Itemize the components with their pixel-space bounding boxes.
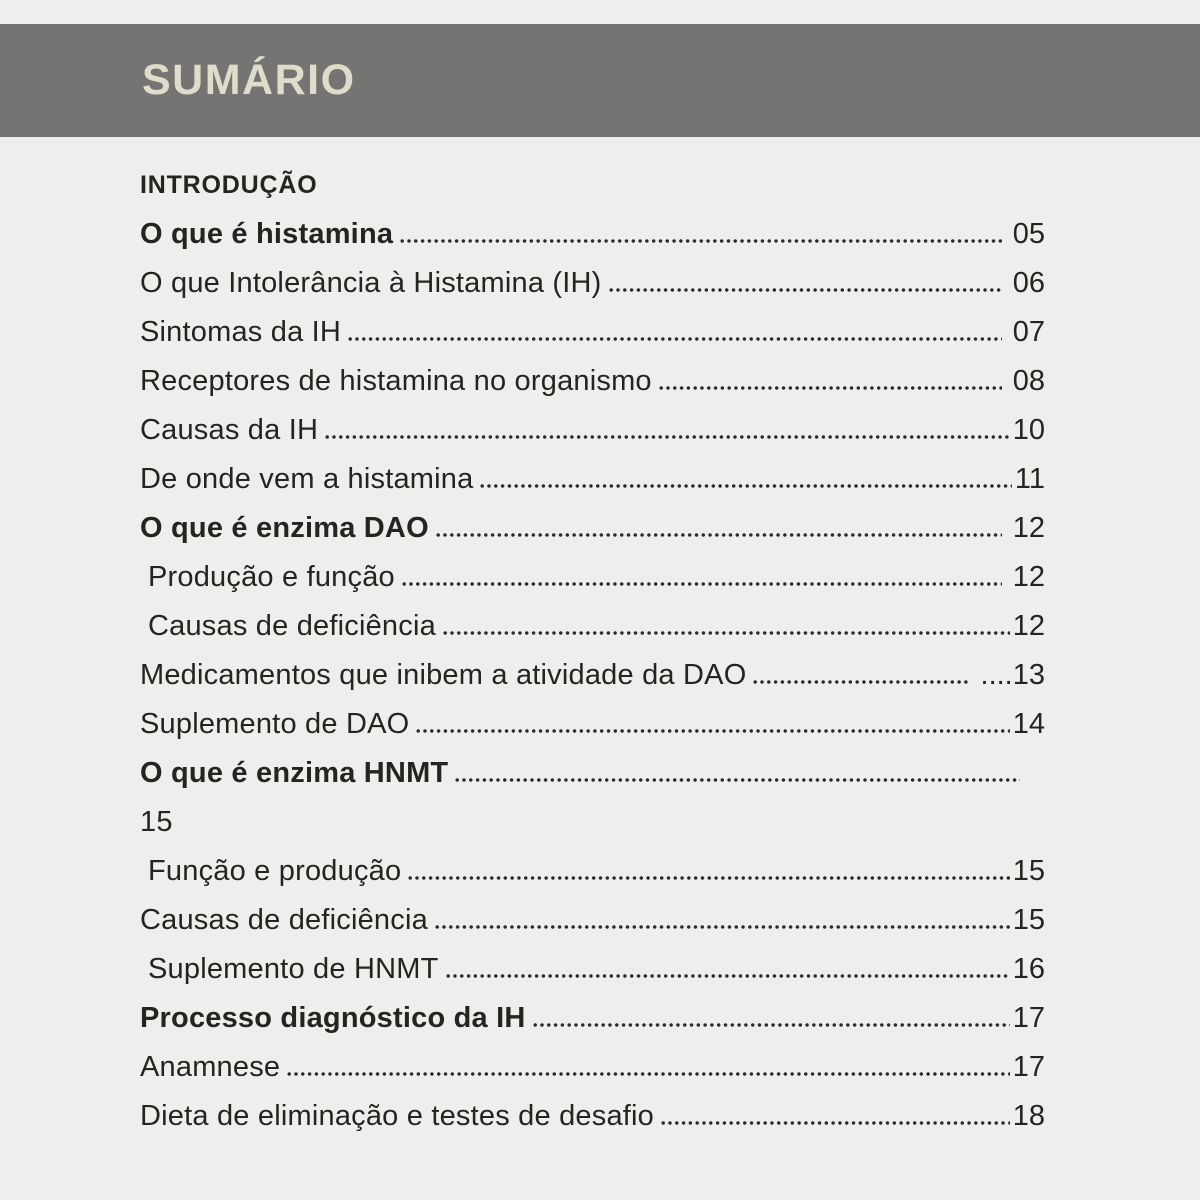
- toc-entry-label: Receptores de histamina no organismo: [140, 365, 652, 397]
- toc-page-number: 18: [1012, 1100, 1045, 1132]
- toc-row: [140, 1003, 1045, 1033]
- leader-dots: [609, 288, 1002, 292]
- leader-dots: [348, 337, 1002, 341]
- toc-entry-label: Sintomas da IH: [140, 316, 342, 348]
- leader-dots: [325, 435, 1010, 439]
- toc-row: [140, 317, 1045, 347]
- toc-entry-label: Produção e função: [148, 561, 395, 593]
- toc-entry-label: Suplemento de DAO: [140, 708, 410, 740]
- toc-row: [140, 611, 1045, 641]
- toc-entry-label: Função e produção: [148, 855, 402, 887]
- toc-row: [140, 268, 1045, 298]
- toc-entry-label: Processo diagnóstico da IH: [140, 1002, 526, 1034]
- toc-entry-label: O que é enzima HNMT: [140, 757, 449, 789]
- toc-page-number: 06: [1004, 267, 1045, 299]
- toc-row-introducao: [140, 170, 1045, 200]
- toc-page-number: 12: [1004, 561, 1045, 593]
- leader-dots: [400, 239, 1001, 243]
- toc-page-number: 08: [1004, 365, 1045, 397]
- toc-row: [140, 905, 1045, 935]
- toc-entry-label: Anamnese: [140, 1051, 281, 1083]
- leader-dots: [408, 876, 1009, 880]
- toc-row: [140, 660, 1045, 690]
- toc-entry-label: O que é enzima DAO: [140, 512, 429, 544]
- toc-page-number: 16: [1012, 953, 1045, 985]
- leader-dots: [287, 1072, 1009, 1076]
- leader-dots: [455, 778, 1020, 782]
- toc-page-number: ....13: [972, 659, 1045, 691]
- toc-entry-label: 15: [140, 806, 173, 838]
- toc-entry-label: O que Intolerância à Histamina (IH): [140, 267, 602, 299]
- toc-page-number: 14: [1012, 708, 1045, 740]
- toc-entry-label: Causas de deficiência: [148, 610, 436, 642]
- toc-row: [140, 415, 1045, 445]
- toc-row: [140, 513, 1045, 543]
- leader-dots: [661, 1121, 1010, 1125]
- toc-row: [140, 366, 1045, 396]
- toc-row: [140, 562, 1045, 592]
- leader-dots: [753, 680, 969, 684]
- toc-entry-label: Medicamentos que inibem a atividade da DAO: [140, 659, 747, 691]
- toc-row: [140, 856, 1045, 886]
- toc-entry-label: Suplemento de HNMT: [148, 953, 439, 985]
- toc-entry-label: Causas de deficiência: [140, 904, 428, 936]
- toc-row-wrapped-page-number: [140, 807, 1045, 837]
- header-bar: [0, 24, 1200, 137]
- leader-dots: [659, 386, 1002, 390]
- toc-page-number: 17: [1012, 1002, 1045, 1034]
- toc-entry-label: INTRODUÇÃO: [140, 171, 318, 199]
- toc-row: [140, 219, 1045, 249]
- toc-entry-label: O que é histamina: [140, 218, 394, 250]
- leader-dots: [446, 974, 1010, 978]
- toc-page-number: 17: [1012, 1051, 1045, 1083]
- toc-page-number: 07: [1004, 316, 1045, 348]
- toc-entry-label: Causas da IH: [140, 414, 319, 446]
- toc-row: [140, 758, 1045, 788]
- toc-page-number: 12: [1004, 512, 1045, 544]
- leader-dots: [402, 582, 1002, 586]
- leader-dots: [436, 533, 1002, 537]
- leader-dots: [416, 729, 1009, 733]
- toc-row: [140, 709, 1045, 739]
- toc-page-number: 15: [1012, 855, 1045, 887]
- leader-dots: [435, 925, 1010, 929]
- page-title: SUMÁRIO: [142, 56, 356, 104]
- toc-list: [140, 170, 1045, 1150]
- toc-page-number: 15: [1012, 904, 1045, 936]
- toc-page-number: 05: [1004, 218, 1045, 250]
- toc-row: [140, 464, 1045, 494]
- toc-page-number: 10: [1012, 414, 1045, 446]
- toc-entry-label: De onde vem a histamina: [140, 463, 474, 495]
- toc-page-number: 11: [1014, 463, 1045, 495]
- toc-entry-label: Dieta de eliminação e testes de desafio: [140, 1100, 654, 1132]
- leader-dots: [533, 1023, 1010, 1027]
- toc-row: [140, 1052, 1045, 1082]
- toc-row: [140, 1101, 1045, 1131]
- leader-dots: [480, 484, 1011, 488]
- leader-dots: [443, 631, 1010, 635]
- toc-row: [140, 954, 1045, 984]
- toc-page-number: 12: [1012, 610, 1045, 642]
